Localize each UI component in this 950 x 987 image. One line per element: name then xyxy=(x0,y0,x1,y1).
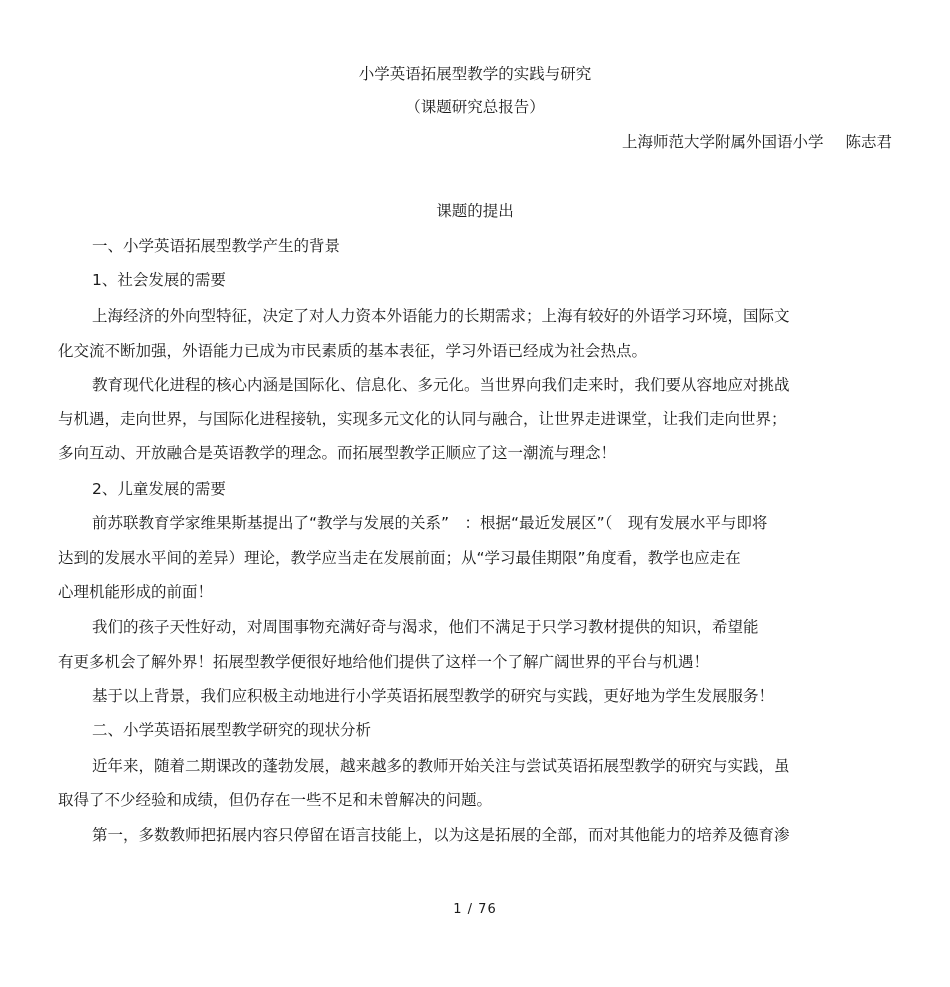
heading-background: 一、小学英语拓展型教学产生的背景 xyxy=(92,237,341,255)
page-indicator: 1 / 76 xyxy=(453,902,497,917)
paragraph-line: 达到的发展水平间的差异）理论，教学应当走在发展前面；从“学习最佳期限”角度看，教学也应走在 xyxy=(58,549,741,567)
paragraph-line: 基于以上背景，我们应积极主动地进行小学英语拓展型教学的研究与实践，更好地为学生发展服务！ xyxy=(92,687,775,705)
section-heading: 课题的提出 xyxy=(436,202,514,220)
document-title: 小学英语拓展型教学的实践与研究 xyxy=(358,65,592,83)
subheading-social-needs: 1、社会发展的需要 xyxy=(92,271,226,289)
heading-current-status: 二、小学英语拓展型教学研究的现状分析 xyxy=(92,721,372,739)
paragraph-line: 心理机能形成的前面！ xyxy=(58,583,214,601)
paragraph-line: 我们的孩子天性好动，对周围事物充满好奇与渴求，他们不满足于只学习教材提供的知识，希望能 xyxy=(92,618,759,636)
author-organization: 上海师范大学附属外国语小学 xyxy=(621,133,824,151)
paragraph-line: 与机遇，走向世界，与国际化进程接轨，实现多元文化的认同与融合，让世界走进课堂，让我们走向世界； xyxy=(58,410,787,428)
paragraph-line: 取得了不少经验和成绩，但仍存在一些不足和未曾解决的问题。 xyxy=(58,791,493,809)
paragraph-line: 有更多机会了解外界！拓展型教学便很好地给他们提供了这样一个了解广阔世界的平台与机遇！ xyxy=(58,653,710,671)
paragraph-line: 近年来，随着二期课改的蓬勃发展，越来越多的教师开始关注与尝试英语拓展型教学的研究与实践，虽 xyxy=(92,757,790,775)
author-name: 陈志君 xyxy=(845,133,892,151)
document-subtitle: （课题研究总报告） xyxy=(405,98,545,116)
paragraph-line: 第一，多数教师把拓展内容只停留在语言技能上，以为这是拓展的全部，而对其他能力的培养及德育渗 xyxy=(92,826,790,844)
author-line xyxy=(622,132,892,152)
paragraph-line: 多向互动、开放融合是英语教学的理念。而拓展型教学正顺应了这一潮流与理念！ xyxy=(58,444,617,462)
paragraph-line: 前苏联教育学家维果斯基提出了“教学与发展的关系” ：根据“最近发展区”（ 现有发展水平与即将 xyxy=(92,514,768,532)
paragraph-line: 教育现代化进程的核心内涵是国际化、信息化、多元化。当世界向我们走来时，我们要从容地应对挑战 xyxy=(92,376,790,394)
paragraph-line: 化交流不断加强，外语能力已成为市民素质的基本表征，学习外语已经成为社会热点。 xyxy=(58,342,648,360)
subheading-child-development: 2、儿童发展的需要 xyxy=(92,480,226,498)
paragraph-line: 上海经济的外向型特征，决定了对人力资本外语能力的长期需求；上海有较好的外语学习环境，国际文 xyxy=(92,307,790,325)
